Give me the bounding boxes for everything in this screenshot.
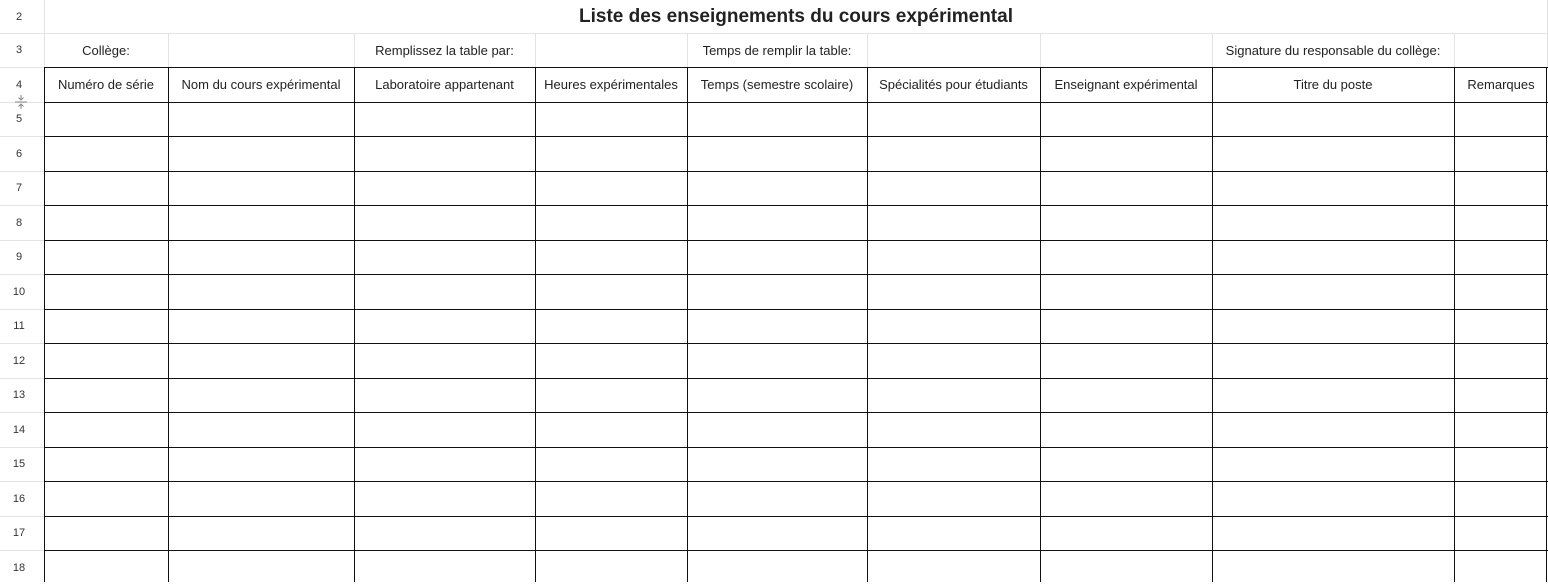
table-cell[interactable] — [354, 447, 535, 481]
grid-line — [44, 205, 1548, 206]
table-cell[interactable] — [535, 136, 687, 171]
grid-line — [44, 274, 1548, 275]
table-cell[interactable] — [44, 378, 168, 412]
table-cell[interactable] — [1040, 136, 1212, 171]
table-cell[interactable] — [1040, 447, 1212, 481]
table-cell[interactable] — [168, 240, 354, 274]
table-cell[interactable] — [1212, 516, 1454, 550]
row-number[interactable]: 3 — [15, 44, 23, 56]
table-cell[interactable] — [1454, 309, 1548, 343]
table-cell[interactable] — [867, 205, 1040, 240]
row-number[interactable]: 17 — [12, 527, 26, 539]
column-header[interactable]: Temps (semestre scolaire) — [700, 77, 854, 92]
signature-label[interactable]: Signature du responsable du collège: — [1225, 42, 1441, 58]
grid-line — [867, 67, 868, 582]
table-cell[interactable] — [687, 343, 867, 378]
table-cell[interactable] — [535, 516, 687, 550]
college-label[interactable]: Collège: — [82, 42, 130, 58]
grid-line — [44, 516, 1548, 517]
signature-value-cell[interactable] — [1454, 33, 1548, 67]
table-cell[interactable] — [535, 274, 687, 309]
table-cell[interactable] — [867, 309, 1040, 343]
table-cell[interactable] — [354, 171, 535, 205]
grid-line — [687, 33, 688, 67]
table-cell[interactable] — [867, 516, 1040, 550]
column-header[interactable]: Nom du cours expérimental — [181, 77, 341, 92]
table-cell[interactable] — [1040, 481, 1212, 516]
table-cell[interactable] — [687, 102, 867, 136]
table-cell[interactable] — [1454, 274, 1548, 309]
table-cell[interactable] — [1454, 205, 1548, 240]
grid-line — [1454, 67, 1455, 582]
table-cell[interactable] — [535, 309, 687, 343]
grid-line — [0, 412, 44, 413]
row-number[interactable]: 10 — [12, 285, 26, 298]
row-number[interactable]: 8 — [15, 216, 23, 229]
grid-line — [0, 171, 44, 172]
table-cell[interactable] — [1212, 102, 1454, 136]
table-cell[interactable] — [1040, 205, 1212, 240]
table-cell[interactable] — [867, 343, 1040, 378]
table-cell[interactable] — [354, 205, 535, 240]
row-number[interactable]: 4 — [15, 78, 23, 91]
grid-line — [0, 447, 44, 448]
table-cell[interactable] — [1454, 516, 1548, 550]
fill-by-label[interactable]: Remplissez la table par: — [375, 42, 514, 58]
college-value-cell[interactable] — [168, 33, 354, 67]
grid-line — [1040, 33, 1041, 67]
table-cell[interactable] — [535, 550, 687, 585]
table-cell[interactable] — [1212, 481, 1454, 516]
table-cell[interactable] — [44, 102, 168, 136]
grid-line — [44, 550, 1548, 551]
grid-line — [44, 447, 1548, 448]
table-cell[interactable] — [168, 102, 354, 136]
table-cell[interactable] — [867, 274, 1040, 309]
table-cell[interactable] — [687, 550, 867, 585]
table-cell[interactable] — [687, 309, 867, 343]
grid-line — [0, 33, 1548, 34]
table-cell[interactable] — [168, 136, 354, 171]
table-cell[interactable] — [354, 102, 535, 136]
table-cell[interactable] — [867, 412, 1040, 447]
grid-line — [1212, 33, 1213, 67]
row-number[interactable]: 18 — [12, 561, 26, 574]
grid-line — [44, 240, 1548, 241]
table-cell[interactable] — [1454, 136, 1548, 171]
table-cell[interactable] — [44, 447, 168, 481]
grid-line — [535, 67, 536, 582]
table-cell[interactable] — [535, 171, 687, 205]
empty-info-cell[interactable] — [1040, 33, 1212, 67]
table-cell[interactable] — [1454, 171, 1548, 205]
table-cell[interactable] — [44, 412, 168, 447]
row-number[interactable]: 7 — [15, 182, 23, 194]
grid-line — [0, 274, 44, 275]
grid-line — [1212, 67, 1213, 582]
table-cell[interactable] — [1212, 378, 1454, 412]
table-cell[interactable] — [354, 550, 535, 585]
table-cell[interactable] — [354, 274, 535, 309]
grid-line — [168, 67, 169, 582]
table-cell[interactable] — [1454, 378, 1548, 412]
grid-line — [168, 33, 169, 67]
table-cell[interactable] — [354, 378, 535, 412]
grid-line — [44, 481, 1548, 482]
table-cell[interactable] — [867, 136, 1040, 171]
column-header[interactable]: Remarques — [1467, 77, 1535, 92]
grid-line — [44, 67, 1548, 68]
table-cell[interactable] — [1040, 309, 1212, 343]
grid-line — [0, 516, 44, 517]
table-cell[interactable] — [687, 274, 867, 309]
row-resize-handle-icon[interactable] — [13, 94, 29, 110]
table-cell[interactable] — [535, 205, 687, 240]
table-cell[interactable] — [1040, 240, 1212, 274]
table-cell[interactable] — [354, 343, 535, 378]
table-cell[interactable] — [1040, 516, 1212, 550]
grid-line — [535, 33, 536, 67]
grid-line — [0, 33, 44, 34]
grid-line — [44, 0, 45, 67]
table-cell[interactable] — [168, 378, 354, 412]
table-cell[interactable] — [687, 481, 867, 516]
column-header[interactable]: Titre du poste — [1293, 77, 1373, 92]
grid-line — [0, 343, 44, 344]
table-cell[interactable] — [1040, 378, 1212, 412]
table-cell[interactable] — [44, 171, 168, 205]
row-number[interactable]: 9 — [15, 251, 23, 263]
table-cell[interactable] — [1454, 481, 1548, 516]
grid-line — [0, 550, 44, 551]
table-cell[interactable] — [867, 102, 1040, 136]
row-number[interactable]: 6 — [15, 147, 23, 160]
grid-line — [0, 136, 44, 137]
grid-line — [44, 412, 1548, 413]
table-cell[interactable] — [44, 550, 168, 585]
table-cell[interactable] — [1212, 309, 1454, 343]
table-cell[interactable] — [867, 481, 1040, 516]
table-cell[interactable] — [1212, 136, 1454, 171]
table-cell[interactable] — [1212, 447, 1454, 481]
grid-line — [44, 136, 1548, 137]
table-cell[interactable] — [1040, 343, 1212, 378]
grid-line — [44, 102, 1548, 103]
grid-line — [44, 171, 1548, 172]
table-cell[interactable] — [687, 378, 867, 412]
table-cell[interactable] — [535, 481, 687, 516]
table-cell[interactable] — [687, 412, 867, 447]
grid-line — [867, 33, 868, 67]
table-cell[interactable] — [168, 274, 354, 309]
grid-line — [687, 67, 688, 582]
table-cell[interactable] — [687, 136, 867, 171]
table-cell[interactable] — [1212, 171, 1454, 205]
fill-by-value-cell[interactable] — [535, 33, 687, 67]
grid-line — [44, 378, 1548, 379]
grid-line — [0, 67, 44, 68]
table-cell[interactable] — [867, 171, 1040, 205]
grid-line — [44, 67, 45, 582]
table-cell[interactable] — [168, 171, 354, 205]
row-number[interactable]: 15 — [12, 458, 26, 470]
table-cell[interactable] — [1454, 102, 1548, 136]
table-cell[interactable] — [168, 205, 354, 240]
table-cell[interactable] — [687, 516, 867, 550]
table-cell[interactable] — [687, 240, 867, 274]
column-header[interactable]: Enseignant expérimental — [1054, 77, 1198, 92]
table-cell[interactable] — [354, 136, 535, 171]
table-cell[interactable] — [867, 550, 1040, 585]
grid-line — [0, 309, 44, 310]
table-cell[interactable] — [867, 240, 1040, 274]
table-cell[interactable] — [44, 136, 168, 171]
table-cell[interactable] — [687, 205, 867, 240]
table-cell[interactable] — [1040, 171, 1212, 205]
table-cell[interactable] — [535, 412, 687, 447]
table-cell[interactable] — [44, 516, 168, 550]
table-cell[interactable] — [168, 550, 354, 585]
grid-line — [0, 481, 44, 482]
table-cell[interactable] — [44, 205, 168, 240]
row-number[interactable]: 2 — [15, 10, 23, 23]
table-cell[interactable] — [1212, 550, 1454, 585]
table-cell[interactable] — [354, 481, 535, 516]
table-cell[interactable] — [1454, 343, 1548, 378]
grid-line — [1454, 33, 1455, 67]
sheet-title[interactable]: Liste des enseignements du cours expérimental — [579, 5, 1013, 27]
grid-line — [44, 309, 1548, 310]
table-cell[interactable] — [1040, 550, 1212, 585]
table-cell[interactable] — [1212, 343, 1454, 378]
grid-line — [0, 205, 44, 206]
table-cell[interactable] — [1040, 102, 1212, 136]
column-header[interactable]: Heures expérimentales — [544, 77, 678, 92]
table-cell[interactable] — [535, 378, 687, 412]
row-number[interactable]: 12 — [12, 354, 26, 367]
table-cell[interactable] — [1454, 550, 1548, 585]
table-cell[interactable] — [168, 481, 354, 516]
table-cell[interactable] — [44, 240, 168, 274]
table-cell[interactable] — [1454, 240, 1548, 274]
grid-line — [0, 378, 44, 379]
table-cell[interactable] — [687, 171, 867, 205]
row-number[interactable]: 14 — [12, 423, 26, 436]
table-cell[interactable] — [1212, 412, 1454, 447]
table-cell[interactable] — [354, 516, 535, 550]
table-cell[interactable] — [354, 240, 535, 274]
column-header[interactable]: Laboratoire appartenant — [375, 77, 514, 92]
fill-time-value-cell[interactable] — [867, 33, 1040, 67]
table-cell[interactable] — [867, 447, 1040, 481]
table-cell[interactable] — [354, 309, 535, 343]
table-cell[interactable] — [687, 447, 867, 481]
column-header[interactable]: Numéro de série — [57, 77, 155, 92]
table-cell[interactable] — [867, 378, 1040, 412]
table-cell[interactable] — [44, 309, 168, 343]
table-cell[interactable] — [44, 481, 168, 516]
grid-line — [44, 343, 1548, 344]
table-cell[interactable] — [1212, 240, 1454, 274]
table-cell[interactable] — [535, 240, 687, 274]
table-cell[interactable] — [168, 447, 354, 481]
table-cell[interactable] — [1454, 412, 1548, 447]
table-cell[interactable] — [535, 343, 687, 378]
row-number[interactable]: 5 — [15, 113, 23, 125]
table-cell[interactable] — [44, 274, 168, 309]
table-cell[interactable] — [1040, 412, 1212, 447]
column-header[interactable]: Spécialités pour étudiants — [879, 77, 1028, 92]
table-cell[interactable] — [1212, 205, 1454, 240]
row-number[interactable]: 11 — [13, 320, 25, 332]
table-cell[interactable] — [168, 343, 354, 378]
table-cell[interactable] — [1212, 274, 1454, 309]
table-cell[interactable] — [535, 102, 687, 136]
table-cell[interactable] — [1040, 274, 1212, 309]
table-cell[interactable] — [1454, 447, 1548, 481]
grid-line — [0, 240, 44, 241]
table-cell[interactable] — [535, 447, 687, 481]
grid-line — [1546, 67, 1547, 582]
row-number[interactable]: 16 — [12, 492, 26, 505]
grid-line — [354, 67, 355, 582]
table-cell[interactable] — [44, 343, 168, 378]
grid-line — [1040, 67, 1041, 582]
table-cell[interactable] — [168, 516, 354, 550]
row-number[interactable]: 13 — [12, 389, 26, 401]
grid-line — [354, 33, 355, 67]
table-cell[interactable] — [168, 412, 354, 447]
table-cell[interactable] — [168, 309, 354, 343]
table-cell[interactable] — [354, 412, 535, 447]
fill-time-label[interactable]: Temps de remplir la table: — [702, 42, 852, 58]
